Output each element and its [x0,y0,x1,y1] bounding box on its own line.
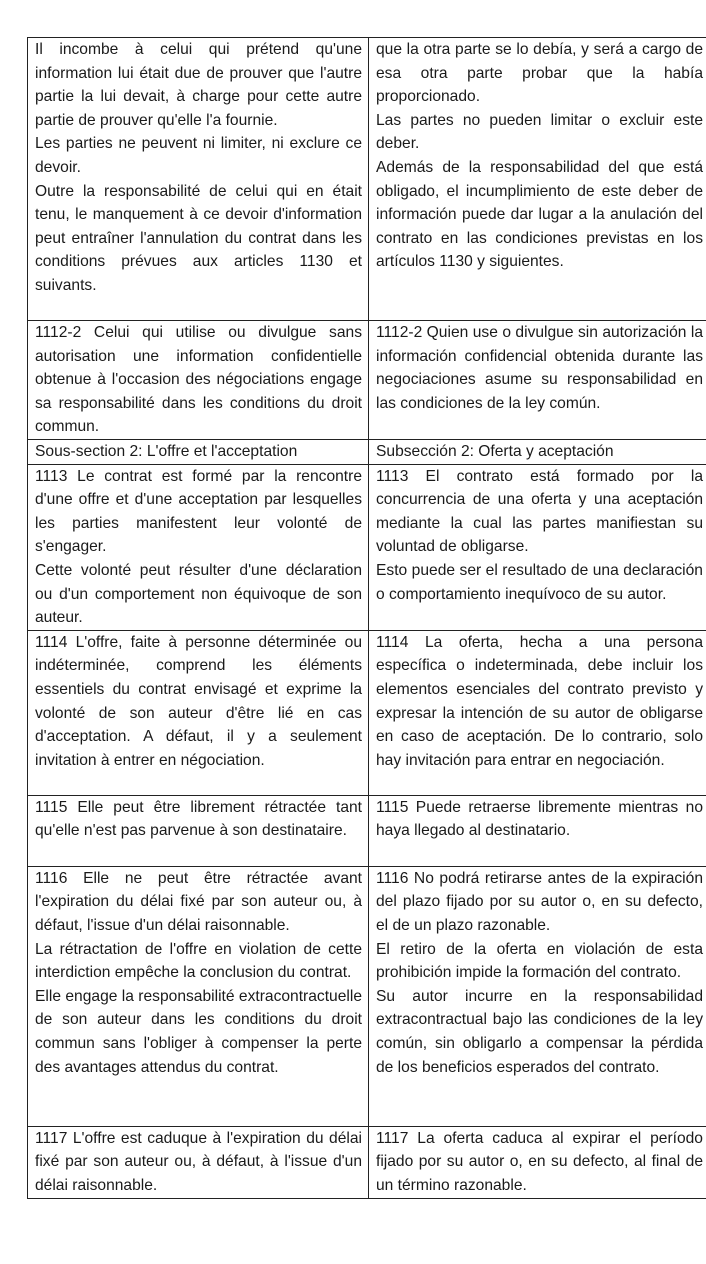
french-cell [28,38,369,321]
spanish-section-heading [369,440,706,465]
spanish-paragraph: 1115 Puede retraerse libremente mientras no haya llegado al destinatario. [376,798,703,840]
spanish-paragraph: 1116 No podrá retirarse antes de la expiración del plazo fijado por su autor o, en su defecto, el de un plazo razonable. [376,869,703,934]
spanish-paragraph: 1112-2 Quien use o divulgue sin autorización la información confidencial obtenida durante las negociaciones asume su responsabilidad en las condiciones de la ley común. [376,324,703,412]
spanish-paragraph: 1117 La oferta caduca al expirar el período fijado por su autor o, en su defecto, al final de un término razonable. [376,1129,703,1194]
french-paragraph: 1117 L'offre est caduque à l'expiration du délai fixé par son auteur ou, à défaut, à l'issue d'un délai raisonnable. [35,1129,362,1194]
spanish-paragraph: Su autor incurre en la responsabilidad extracontractual bajo las condiciones de la ley común, sin obligarlo a compensar la pérdida de los beneficios esperados del contrato. [376,987,703,1076]
french-paragraph: La rétractation de l'offre en violation de cette interdiction empêche la conclusion du contrat. [35,940,362,982]
french-cell [28,1126,369,1198]
spanish-paragraph: Además de la responsabilidad del que está obligado, el incumplimiento de este deber de información puede dar lugar a la anulación del contrato en las condiciones previstas en los artículos 1130 y siguientes. [376,158,703,271]
french-section-heading [28,440,369,465]
table-row [28,464,706,630]
spanish-cell [369,464,706,630]
bilingual-articles-table [27,37,706,1199]
french-cell [28,795,369,866]
table-row [28,38,706,321]
french-cell [28,866,369,1126]
table-row [28,321,706,440]
french-paragraph: Elle engage la responsabilité extracontractuelle de son auteur dans les conditions du droit commun sans l'obliger à compenser la perte des avantages attendus du contrat. [35,987,362,1076]
french-cell [28,464,369,630]
spanish-cell [369,866,706,1126]
spanish-paragraph: El retiro de la oferta en violación de esta prohibición impide la formación del contrato. [376,940,703,982]
spanish-paragraph: Esto puede ser el resultado de una declaración o comportamiento inequívoco de su autor. [376,561,703,603]
spanish-cell [369,321,706,440]
french-paragraph: 1115 Elle peut être librement rétractée tant qu'elle n'est pas parvenue à son destinataire. [35,798,362,840]
french-cell [28,321,369,440]
french-paragraph: Outre la responsabilité de celui qui en était tenu, le manquement à ce devoir d'information peut entraîner l'annulation du contrat dans les conditions prévues aux articles 1130 et suivants. [35,182,362,294]
table-row [28,795,706,866]
table-row [28,1126,706,1198]
spanish-paragraph: 1114 La oferta, hecha a una persona específica o indeterminada, debe incluir los elementos esenciales del contrato previsto y expresar la intención de su autor de obligarse en caso de aceptación. De lo contrario, solo hay invitación para entrar en negociación. [376,633,703,769]
spanish-cell [369,795,706,866]
french-paragraph: 1112-2 Celui qui utilise ou divulgue sans autorisation une information confidentielle obtenue à l'occasion des négociations engage sa responsabilité dans les conditions du droit commun. [35,324,362,436]
spanish-cell [369,38,706,321]
french-paragraph: 1116 Elle ne peut être rétractée avant l'expiration du délai fixé par son auteur ou, à défaut, l'issue d'un délai raisonnable. [35,869,362,934]
spanish-cell [369,1126,706,1198]
spanish-cell [369,630,706,795]
french-cell [28,630,369,795]
table-row [28,440,706,465]
french-paragraph: Les parties ne peuvent ni limiter, ni exclure ce devoir. [35,135,362,176]
table-row [28,630,706,795]
french-paragraph: 1113 Le contrat est formé par la rencontre d'une offre et d'une acceptation par lesquelles les parties manifestent leur volonté de s'engager. [35,467,362,556]
spanish-paragraph: Las partes no pueden limitar o excluir este deber. [376,111,703,153]
french-paragraph: 1114 L'offre, faite à personne déterminée ou indéterminée, comprend les éléments essentiels du contrat envisagé et exprime la volonté de son auteur d'être lié en cas d'acceptation. A défaut, il y a seulement invitation à entrer en négociation. [35,633,362,769]
spanish-paragraph: 1113 El contrato está formado por la concurrencia de una oferta y una aceptación mediante la cual las partes manifiestan su voluntad de obligarse. [376,467,703,556]
french-paragraph: Il incombe à celui qui prétend qu'une information lui était due de prouver que l'autre partie la lui devait, à charge pour cette autre partie de prouver qu'elle l'a fournie. [35,41,362,129]
spanish-paragraph: Subsección 2: Oferta y aceptación [376,443,614,460]
french-paragraph: Sous-section 2: L'offre et l'acceptation [35,443,298,460]
table-row [28,866,706,1126]
spanish-paragraph: que la otra parte se lo debía, y será a cargo de esa otra parte probar que la había proporcionado. [376,41,703,106]
french-paragraph: Cette volonté peut résulter d'une déclaration ou d'un comportement non équivoque de son auteur. [35,561,362,627]
